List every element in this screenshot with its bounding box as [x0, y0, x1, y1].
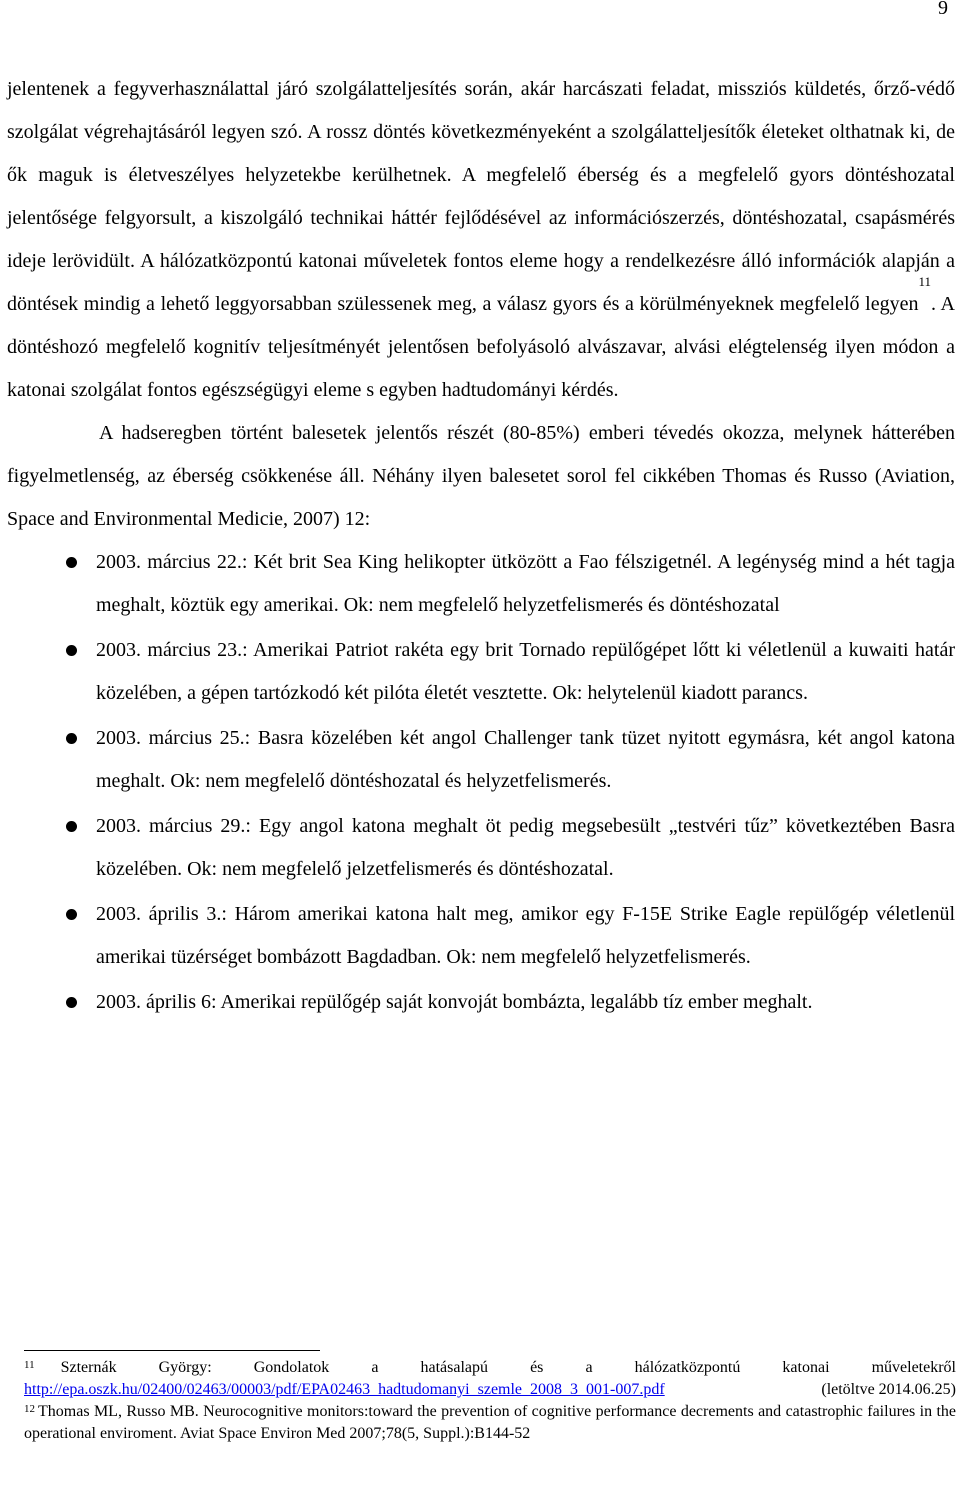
footnote-separator: [24, 1350, 320, 1351]
footnote-link[interactable]: http://epa.oszk.hu/02400/02463/00003/pdf/EPA02463_hadtudomanyi_szemle_2008_3_001-007.pdf: [24, 1381, 665, 1398]
footnote-text: Szternák György: Gondolatok a hatásalapú és a hálózatközpontú katonai műveletekről: [60, 1359, 956, 1376]
footnotes: [24, 1357, 956, 1445]
footnote-text: Thomas ML, Russo MB. Neurocognitive monitors:toward the prevention of cognitive performance decrements and catastrophic failures in the operational enviroment. Aviat Space Environ Med 2007;78(5, Suppl.):B144-52: [24, 1403, 956, 1442]
incident-list: [7, 541, 955, 1024]
paragraph-1: [7, 68, 955, 412]
footnote-11: [24, 1357, 956, 1401]
list-item: 2003. április 6: Amerikai repülőgép saját konvoját bombázta, legalább tíz ember meghalt.: [96, 981, 955, 1024]
footnote-mark: 11: [24, 1359, 35, 1371]
footnote-mark: 12: [24, 1403, 35, 1415]
body-text: [7, 68, 955, 1026]
footnote-11-line: [24, 1357, 956, 1379]
paragraph-2: A hadseregben történt balesetek jelentős részét (80-85%) emberi tévedés okozza, melynek hátterében figyelmetlenség, az éberség csökkenése áll. Néhány ilyen balesetet sorol fel cikkében Thomas és Russo (Aviation, Space and Environmental Medicie, 2007) 12:: [7, 422, 955, 530]
list-item: 2003. március 25.: Basra közelében két angol Challenger tank tüzet nyitott egymásra, két angol katona meghalt. Ok: nem megfelelő döntéshozatal és helyzetfelismerés.: [96, 717, 955, 803]
footnote-retrieved: (letöltve 2014.06.25): [821, 1381, 956, 1398]
list-item: 2003. március 29.: Egy angol katona meghalt öt pedig megsebesült „testvéri tűz” következtében Basra közelében. Ok: nem megfelelő jelzetfelismerés és döntéshozatal.: [96, 805, 955, 891]
paragraph-1-text-cont: . A döntéshozó megfelelő kognitív teljesítményét jelentősen befolyásoló alvászavar, alvási elégtelenség ilyen módon a katonai szolgálat fontos egészségügyi eleme s egyben hadtudományi kérdés.: [7, 293, 955, 401]
footnote-12: [24, 1401, 956, 1445]
footnote-ref-11[interactable]: 11: [918, 274, 932, 289]
list-item: 2003. április 3.: Három amerikai katona halt meg, amikor egy F-15E Strike Eagle repülőgép véletlenül amerikai tüzérséget bombázott Bagdadban. Ok: nem megfelelő helyzetfelismerés.: [96, 893, 955, 979]
list-item: 2003. március 23.: Amerikai Patriot rakéta egy brit Tornado repülőgépet lőtt ki véletlenül a kuwaiti határ közelében, a gépen tartózkodó két pilóta életét vesztette. Ok: helytelenül kiadott parancs.: [96, 629, 955, 715]
paragraph-1-text: jelentenek a fegyverhasználattal járó szolgálatteljesítés során, akár harcászati feladat, missziós küldetés, őrző-védő szolgálat végrehajtásáról legyen szó. A rossz döntés következményeként a szolgálatteljesítők életeket olthatnak ki, de ők maguk is életveszélyes helyzetekbe kerülhetnek. A megfelelő éberség és a megfelelő gyors döntéshozatal jelentősége felgyorsult, a kiszolgáló technikai háttér fejlődésével az információszerzés, döntéshozatal, csapásmérés ideje lerövidült. A hálózatközpontú katonai műveletek fontos eleme hogy a rendelkezésre álló információk alapján a döntések mindig a lehető leggyorsabban szülessenek meg, a válasz gyors és a körülményeknek megfelelő legyen: [7, 78, 955, 315]
list-item: 2003. március 22.: Két brit Sea King helikopter ütközött a Fao félszigetnél. A legénység mind a hét tagja meghalt, köztük egy amerikai. Ok: nem megfelelő helyzetfelismerés és döntéshozatal: [96, 541, 955, 627]
page-number: 9: [938, 0, 948, 19]
footnote-11-link-line: [24, 1379, 956, 1401]
